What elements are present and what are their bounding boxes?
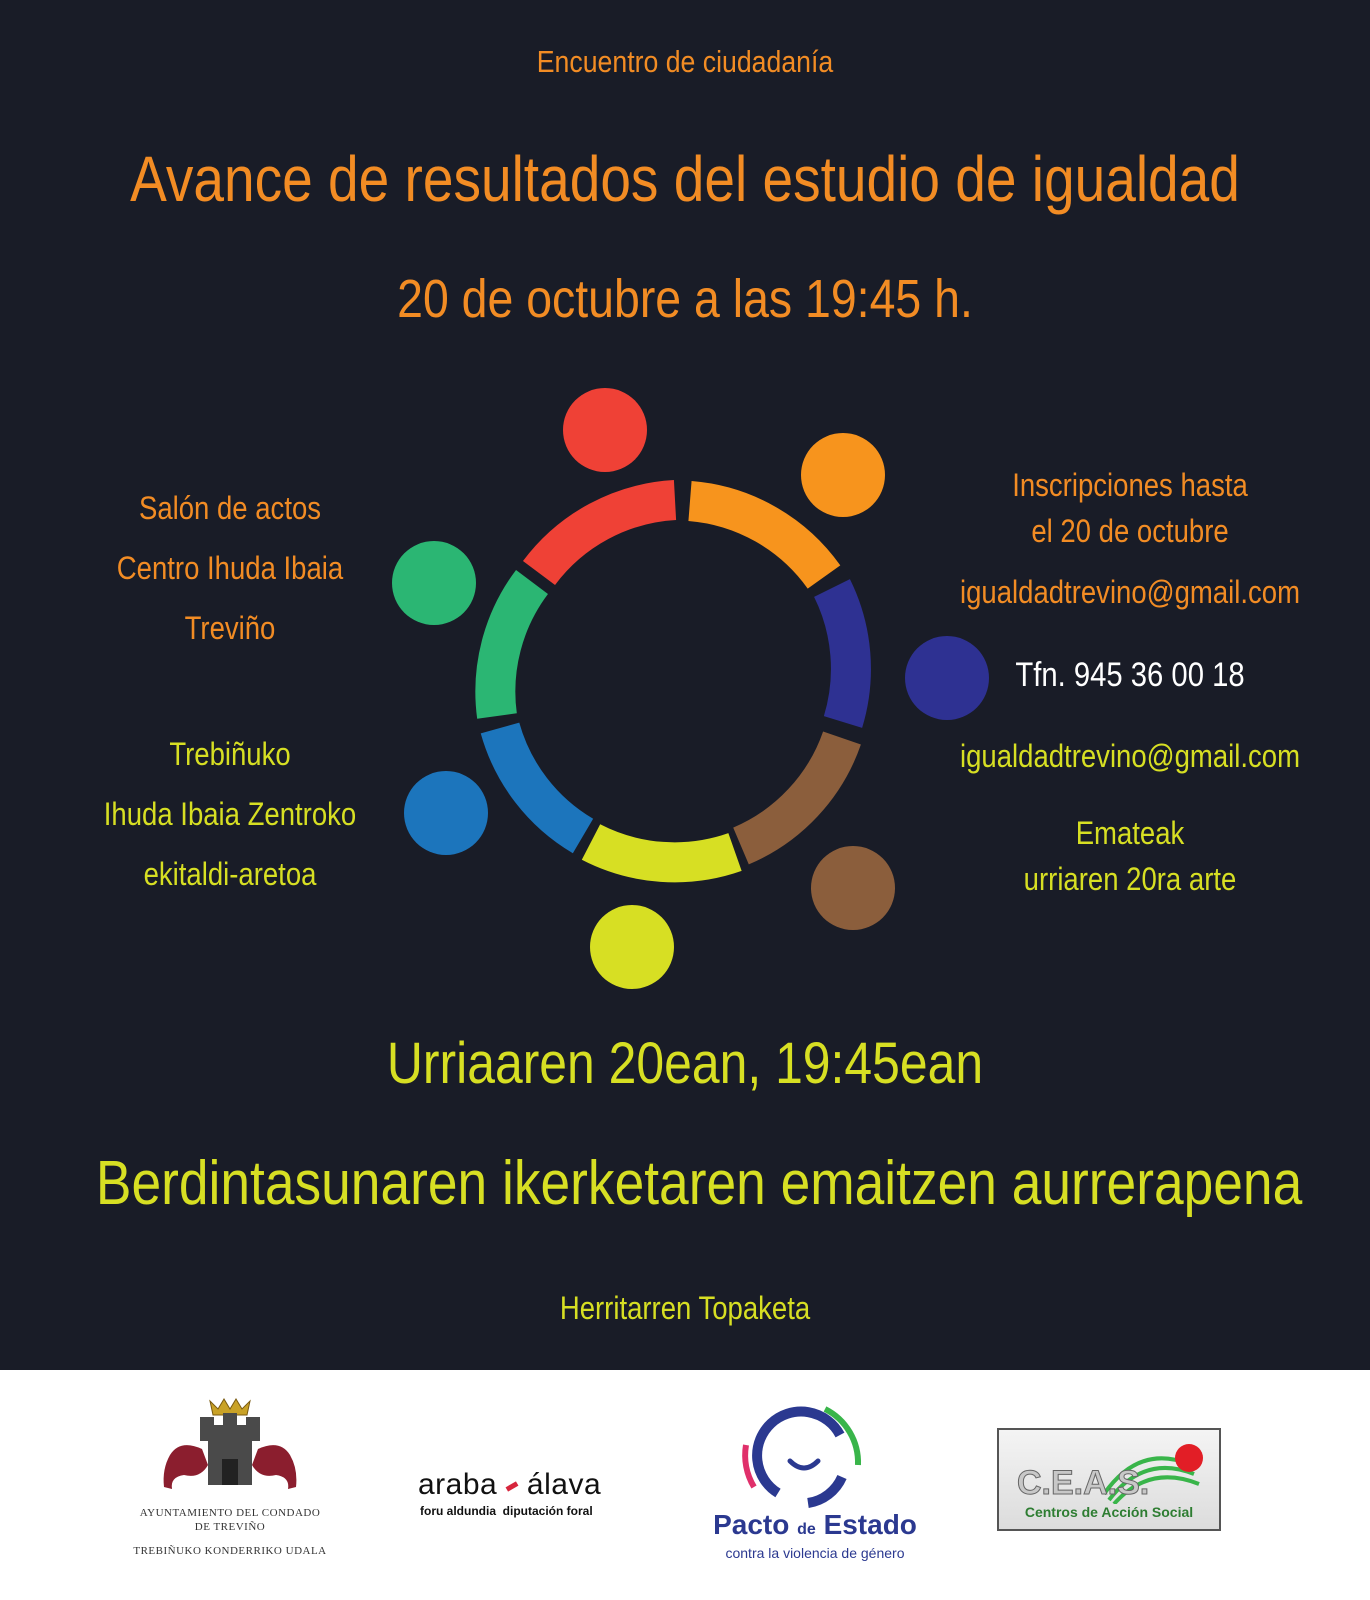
poster-title-es: Avance de resultados del estudio de igualdad [130, 143, 1240, 215]
alava-name: álava [526, 1468, 602, 1501]
location-line: Treviño [184, 610, 276, 646]
red-accent-icon [506, 1481, 519, 1491]
location-line: Salón de actos [138, 490, 322, 526]
ring-segment-brown [741, 738, 842, 846]
location-line: ekitaldi-aretoa [143, 856, 317, 892]
araba-name: araba [418, 1468, 498, 1501]
pacto-title-b: Estado [823, 1509, 917, 1540]
pacto-smile-icon [690, 1395, 940, 1510]
pacto-title-a: Pacto [713, 1509, 790, 1540]
person-head-orange [801, 433, 885, 517]
people-circle-logo [390, 380, 990, 990]
poster-eyebrow-es: Encuentro de ciudadanía [536, 44, 834, 79]
diputacion-foral-label: diputación foral [502, 1504, 593, 1518]
location-block-es [84, 478, 376, 658]
ring-segment-indigo [832, 588, 851, 722]
trevino-name-line: DE TREVIÑO [194, 1521, 266, 1533]
ceas-subtitle: Centros de Acción Social [1024, 1504, 1194, 1520]
poster-date-es: 20 de octubre a las 19:45 h. [397, 269, 973, 329]
location-block-eu [84, 724, 376, 904]
registration-line: Inscripciones hasta [1012, 467, 1248, 503]
ring-segment-yellow [591, 842, 735, 862]
ring-segment-red [539, 500, 675, 573]
registration-line: urriaren 20ra arte [1023, 861, 1237, 897]
poster-date-eu: Urriaaren 20ean, 19:45ean [386, 1031, 984, 1096]
person-head-green [392, 541, 476, 625]
location-line: Ihuda Ibaia Zentroko [103, 796, 357, 832]
ring-segment-orange [690, 501, 824, 577]
registration-deadline-eu [958, 810, 1302, 902]
foru-aldundia-label: foru aldundia [420, 1504, 496, 1518]
ceas-acronym: C.E.A.S. [1017, 1464, 1150, 1502]
location-line: Centro Ihuda Ibaia [116, 550, 344, 586]
pacto-subtitle: contra la violencia de género [725, 1545, 905, 1561]
person-head-brown [811, 846, 895, 930]
trevino-council-logo [110, 1395, 350, 1585]
trevino-coat-of-arms-icon [110, 1395, 350, 1505]
araba-alava-logo [418, 1450, 628, 1520]
contact-phone: Tfn. 945 36 00 18 [1015, 656, 1245, 694]
ring-segment-green [495, 582, 532, 716]
location-line: Trebiñuko [169, 736, 291, 772]
trevino-name-basque: TREBIÑUKO KONDERRIKO UDALA [133, 1545, 327, 1557]
pacto-title-de: de [797, 1521, 816, 1538]
person-head-blue [404, 771, 488, 855]
person-head-indigo [905, 636, 989, 720]
poster-eyebrow-eu: Herritarren Topaketa [559, 1290, 811, 1326]
person-head-red [563, 388, 647, 472]
contact-email-es[interactable]: igualdadtrevino@gmail.com [960, 574, 1300, 610]
registration-line: Emateak [1075, 815, 1185, 851]
person-head-yellow [590, 905, 674, 989]
ceas-logo [997, 1428, 1221, 1531]
poster-title-eu: Berdintasunaren ikerketaren emaitzen aurrerapena [95, 1149, 1303, 1218]
registration-deadline-es [958, 462, 1302, 554]
contact-email-eu[interactable]: igualdadtrevino@gmail.com [960, 738, 1300, 774]
ring-segment-blue [500, 728, 583, 836]
trevino-name-line: AYUNTAMIENTO DEL CONDADO [139, 1507, 321, 1519]
pacto-de-estado-logo [690, 1395, 940, 1585]
registration-line: el 20 de octubre [1031, 513, 1229, 549]
